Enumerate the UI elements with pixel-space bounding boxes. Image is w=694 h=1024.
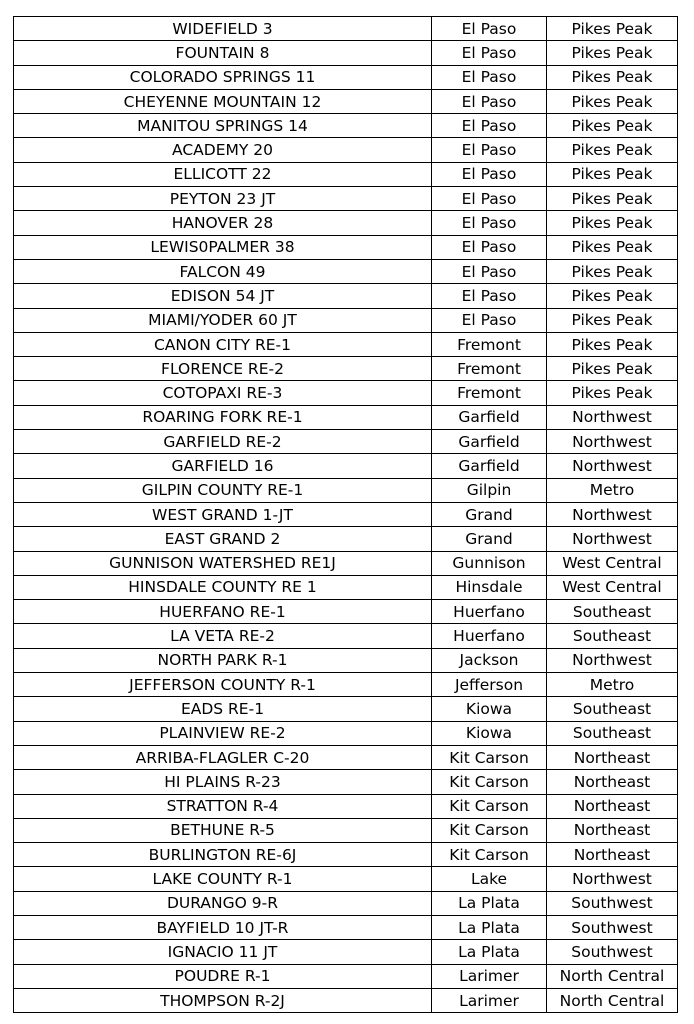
county-cell: La Plata xyxy=(432,915,547,939)
district-name-cell: HUERFANO RE-1 xyxy=(14,600,432,624)
region-cell: West Central xyxy=(547,551,678,575)
table-row xyxy=(14,89,678,113)
region-cell: Pikes Peak xyxy=(547,187,678,211)
district-name-cell: WIDEFIELD 3 xyxy=(14,17,432,41)
county-cell: Huerfano xyxy=(432,624,547,648)
table-row xyxy=(14,770,678,794)
district-name-cell: IGNACIO 11 JT xyxy=(14,940,432,964)
district-name-cell: THOMPSON R-2J xyxy=(14,988,432,1012)
region-cell: Pikes Peak xyxy=(547,284,678,308)
region-cell: Pikes Peak xyxy=(547,138,678,162)
district-name-cell: HINSDALE COUNTY RE 1 xyxy=(14,575,432,599)
county-cell: Grand xyxy=(432,502,547,526)
district-name-cell: NORTH PARK R-1 xyxy=(14,648,432,672)
county-cell: Kiowa xyxy=(432,697,547,721)
table-row xyxy=(14,721,678,745)
table-row xyxy=(14,673,678,697)
table-row xyxy=(14,405,678,429)
region-cell: North Central xyxy=(547,988,678,1012)
table-row xyxy=(14,381,678,405)
county-cell: La Plata xyxy=(432,940,547,964)
table-row xyxy=(14,745,678,769)
county-cell: Gilpin xyxy=(432,478,547,502)
district-name-cell: GARFIELD 16 xyxy=(14,454,432,478)
district-name-cell: LEWIS0PALMER 38 xyxy=(14,235,432,259)
table-row xyxy=(14,114,678,138)
district-name-cell: LA VETA RE-2 xyxy=(14,624,432,648)
district-name-cell: FALCON 49 xyxy=(14,259,432,283)
county-cell: Kit Carson xyxy=(432,818,547,842)
county-cell: Fremont xyxy=(432,357,547,381)
district-name-cell: GARFIELD RE-2 xyxy=(14,430,432,454)
region-cell: Pikes Peak xyxy=(547,65,678,89)
table-row xyxy=(14,648,678,672)
district-name-cell: BETHUNE R-5 xyxy=(14,818,432,842)
region-cell: Pikes Peak xyxy=(547,259,678,283)
region-cell: Northeast xyxy=(547,818,678,842)
region-cell: Northwest xyxy=(547,454,678,478)
region-cell: Southeast xyxy=(547,624,678,648)
county-cell: Larimer xyxy=(432,988,547,1012)
county-cell: Jackson xyxy=(432,648,547,672)
region-cell: Pikes Peak xyxy=(547,235,678,259)
table-row xyxy=(14,867,678,891)
region-cell: Northwest xyxy=(547,867,678,891)
region-cell: Northeast xyxy=(547,843,678,867)
district-name-cell: JEFFERSON COUNTY R-1 xyxy=(14,673,432,697)
district-name-cell: BAYFIELD 10 JT-R xyxy=(14,915,432,939)
district-name-cell: BURLINGTON RE-6J xyxy=(14,843,432,867)
table-row xyxy=(14,502,678,526)
county-cell: Grand xyxy=(432,527,547,551)
table-row xyxy=(14,211,678,235)
region-cell: Pikes Peak xyxy=(547,17,678,41)
county-cell: El Paso xyxy=(432,17,547,41)
table-row xyxy=(14,891,678,915)
table-row xyxy=(14,259,678,283)
region-cell: Northwest xyxy=(547,430,678,454)
district-name-cell: FLORENCE RE-2 xyxy=(14,357,432,381)
county-cell: El Paso xyxy=(432,211,547,235)
county-cell: El Paso xyxy=(432,89,547,113)
table-row xyxy=(14,187,678,211)
region-cell: Southeast xyxy=(547,721,678,745)
county-cell: El Paso xyxy=(432,162,547,186)
region-cell: Metro xyxy=(547,478,678,502)
region-cell: Pikes Peak xyxy=(547,89,678,113)
table-row xyxy=(14,17,678,41)
district-name-cell: MANITOU SPRINGS 14 xyxy=(14,114,432,138)
district-name-cell: CHEYENNE MOUNTAIN 12 xyxy=(14,89,432,113)
document-page xyxy=(13,16,677,1013)
district-name-cell: PLAINVIEW RE-2 xyxy=(14,721,432,745)
table-row xyxy=(14,235,678,259)
county-cell: Huerfano xyxy=(432,600,547,624)
county-cell: Kit Carson xyxy=(432,745,547,769)
table-row xyxy=(14,843,678,867)
county-cell: El Paso xyxy=(432,284,547,308)
table-row xyxy=(14,332,678,356)
table-row xyxy=(14,600,678,624)
district-name-cell: COTOPAXI RE-3 xyxy=(14,381,432,405)
table-row xyxy=(14,527,678,551)
county-cell: Kit Carson xyxy=(432,794,547,818)
district-name-cell: ROARING FORK RE-1 xyxy=(14,405,432,429)
county-cell: El Paso xyxy=(432,235,547,259)
table-row xyxy=(14,964,678,988)
region-cell: Northwest xyxy=(547,502,678,526)
table-row xyxy=(14,697,678,721)
region-cell: Northeast xyxy=(547,770,678,794)
county-cell: Jefferson xyxy=(432,673,547,697)
table-row xyxy=(14,162,678,186)
table-row xyxy=(14,65,678,89)
district-name-cell: LAKE COUNTY R-1 xyxy=(14,867,432,891)
region-cell: Southeast xyxy=(547,600,678,624)
table-row xyxy=(14,818,678,842)
county-cell: Hinsdale xyxy=(432,575,547,599)
district-name-cell: DURANGO 9-R xyxy=(14,891,432,915)
table-row xyxy=(14,138,678,162)
region-cell: Pikes Peak xyxy=(547,211,678,235)
region-cell: Southwest xyxy=(547,940,678,964)
county-cell: El Paso xyxy=(432,65,547,89)
district-name-cell: ACADEMY 20 xyxy=(14,138,432,162)
region-cell: Southwest xyxy=(547,915,678,939)
table-row xyxy=(14,940,678,964)
table-row xyxy=(14,624,678,648)
region-cell: Pikes Peak xyxy=(547,357,678,381)
district-name-cell: HANOVER 28 xyxy=(14,211,432,235)
region-cell: Northeast xyxy=(547,794,678,818)
district-name-cell: HI PLAINS R-23 xyxy=(14,770,432,794)
county-cell: La Plata xyxy=(432,891,547,915)
district-name-cell: STRATTON R-4 xyxy=(14,794,432,818)
table-row xyxy=(14,430,678,454)
table-row xyxy=(14,551,678,575)
county-cell: El Paso xyxy=(432,308,547,332)
district-name-cell: ELLICOTT 22 xyxy=(14,162,432,186)
table-row xyxy=(14,478,678,502)
district-name-cell: PEYTON 23 JT xyxy=(14,187,432,211)
region-cell: North Central xyxy=(547,964,678,988)
district-name-cell: GILPIN COUNTY RE-1 xyxy=(14,478,432,502)
region-cell: Northeast xyxy=(547,745,678,769)
county-cell: Lake xyxy=(432,867,547,891)
county-cell: El Paso xyxy=(432,259,547,283)
region-cell: Pikes Peak xyxy=(547,114,678,138)
county-cell: El Paso xyxy=(432,114,547,138)
region-cell: Pikes Peak xyxy=(547,162,678,186)
county-cell: El Paso xyxy=(432,187,547,211)
region-cell: Northwest xyxy=(547,648,678,672)
county-cell: Kit Carson xyxy=(432,843,547,867)
district-name-cell: EDISON 54 JT xyxy=(14,284,432,308)
district-name-cell: FOUNTAIN 8 xyxy=(14,41,432,65)
county-cell: Fremont xyxy=(432,381,547,405)
table-row xyxy=(14,284,678,308)
county-cell: Fremont xyxy=(432,332,547,356)
county-cell: Gunnison xyxy=(432,551,547,575)
region-cell: Pikes Peak xyxy=(547,381,678,405)
region-cell: Pikes Peak xyxy=(547,332,678,356)
district-table xyxy=(13,16,678,1013)
county-cell: Kit Carson xyxy=(432,770,547,794)
county-cell: El Paso xyxy=(432,138,547,162)
table-row xyxy=(14,794,678,818)
county-cell: El Paso xyxy=(432,41,547,65)
region-cell: Southwest xyxy=(547,891,678,915)
county-cell: Larimer xyxy=(432,964,547,988)
district-name-cell: EAST GRAND 2 xyxy=(14,527,432,551)
region-cell: Northwest xyxy=(547,405,678,429)
district-name-cell: EADS RE-1 xyxy=(14,697,432,721)
region-cell: Pikes Peak xyxy=(547,308,678,332)
county-cell: Garfield xyxy=(432,405,547,429)
district-name-cell: POUDRE R-1 xyxy=(14,964,432,988)
district-name-cell: GUNNISON WATERSHED RE1J xyxy=(14,551,432,575)
district-name-cell: CANON CITY RE-1 xyxy=(14,332,432,356)
table-row xyxy=(14,915,678,939)
county-cell: Garfield xyxy=(432,430,547,454)
region-cell: Southeast xyxy=(547,697,678,721)
county-cell: Kiowa xyxy=(432,721,547,745)
district-table-body xyxy=(14,17,678,1013)
district-name-cell: MIAMI/YODER 60 JT xyxy=(14,308,432,332)
district-name-cell: ARRIBA-FLAGLER C-20 xyxy=(14,745,432,769)
table-row xyxy=(14,357,678,381)
region-cell: Metro xyxy=(547,673,678,697)
table-row xyxy=(14,454,678,478)
table-row xyxy=(14,988,678,1012)
county-cell: Garfield xyxy=(432,454,547,478)
table-row xyxy=(14,575,678,599)
district-name-cell: COLORADO SPRINGS 11 xyxy=(14,65,432,89)
region-cell: Pikes Peak xyxy=(547,41,678,65)
table-row xyxy=(14,41,678,65)
table-row xyxy=(14,308,678,332)
district-name-cell: WEST GRAND 1-JT xyxy=(14,502,432,526)
region-cell: West Central xyxy=(547,575,678,599)
region-cell: Northwest xyxy=(547,527,678,551)
